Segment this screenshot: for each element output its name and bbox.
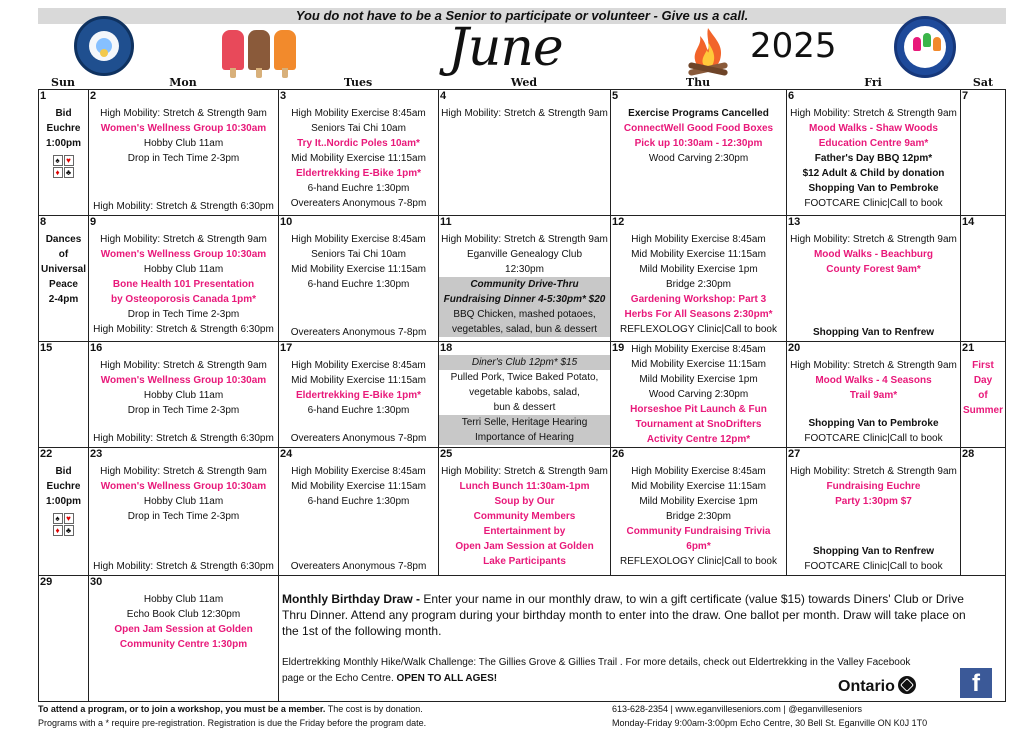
event-line: REFLEXOLOGY Clinic|Call to book <box>620 324 777 335</box>
event-line: 6-hand Euchre 1:30pm <box>307 496 410 507</box>
day-header-tue: Tues <box>343 76 373 89</box>
event-line: Echo Book Club 12:30pm <box>126 609 241 620</box>
event-line: Open Jam Session at Golden <box>114 624 253 635</box>
event-line: Seniors Tai Chi 10am <box>311 123 406 134</box>
event-line: Terri Selle, Heritage Hearing <box>461 417 588 428</box>
day-cell <box>787 90 961 216</box>
event-line: Mid Mobility Exercise 11:15am <box>291 481 426 492</box>
day-number: 7 <box>962 90 969 102</box>
event-line: Mood Walks - Shaw Woods <box>809 123 938 134</box>
event-line: High Mobility Exercise 8:45am <box>291 108 426 119</box>
playing-cards-icon: ♠ ♥ ♦ ♣ <box>53 155 75 179</box>
day-cell <box>439 448 611 576</box>
event-line: bun & dessert <box>493 402 556 413</box>
birthday-draw-title: Monthly Birthday Draw - <box>282 592 421 606</box>
event-line: of <box>58 249 69 260</box>
preregistration-note: Programs with a * require pre-registration. Registration is due the Friday before the program date. <box>38 718 427 728</box>
day-number: 2 <box>90 90 97 102</box>
day-cell <box>39 576 89 702</box>
day-cell <box>787 216 961 342</box>
event-line: Importance of Hearing <box>475 432 574 443</box>
day-cell <box>611 90 787 216</box>
event-line: Fundraising Euchre <box>826 481 921 492</box>
event-line: High Mobility Exercise 8:45am <box>631 466 766 477</box>
event-line: High Mobility: Stretch & Strength 9am <box>100 108 267 119</box>
event-line: High Mobility: Stretch & Strength 9am <box>790 234 957 245</box>
day-number: 10 <box>280 216 293 228</box>
facebook-icon[interactable]: f <box>960 668 992 698</box>
event-line: Activity Centre 12pm* <box>646 434 751 445</box>
event-line: High Mobility: Stretch & Strength 6:30pm <box>93 324 274 335</box>
day-cell <box>279 90 439 216</box>
day-cell <box>89 342 279 448</box>
event-line: High Mobility: Stretch & Strength 9am <box>100 360 267 371</box>
event-line: Hobby Club 11am <box>143 594 224 605</box>
event-line: Party 1:30pm $7 <box>835 496 912 507</box>
day-number: 5 <box>612 90 619 102</box>
day-number: 15 <box>40 342 53 354</box>
day-number: 9 <box>90 216 97 228</box>
membership-note-rest: The cost is by donation. <box>327 704 423 714</box>
event-line: 6-hand Euchre 1:30pm <box>307 405 410 416</box>
event-line: Education Centre 9am* <box>818 138 929 149</box>
event-line: Overeaters Anonymous 7-8pm <box>290 327 427 338</box>
event-line: High Mobility: Stretch & Strength 9am <box>441 108 608 119</box>
day-cell <box>961 448 1006 576</box>
event-line: Eganville Genealogy Club <box>466 249 583 260</box>
event-line: Community Members <box>473 511 576 522</box>
event-line: High Mobility: Stretch & Strength 6:30pm <box>93 201 274 212</box>
birthday-draw-body: Enter your name in our monthly draw, to win a gift certificate (value $15) towards Diners' Club or Drive Thru Dinner. Attend any program during your birthday month to enter into the draw. One ballot per month. Draw will take place on the 1st of the following month. <box>282 592 966 638</box>
event-line: Overeaters Anonymous 7-8pm <box>290 198 427 209</box>
event-line: High Mobility: Stretch & Strength 9am <box>790 108 957 119</box>
event-line: Mild Mobility Exercise 1pm <box>639 496 758 507</box>
popsicles-icon <box>218 30 308 80</box>
day-number: 6 <box>788 90 795 102</box>
day-cell <box>89 90 279 216</box>
trillium-icon <box>898 676 916 694</box>
event-line: Eldertrekking E-Bike 1pm* <box>295 168 422 179</box>
day-cell <box>39 448 89 576</box>
event-line: Community Centre 1:30pm <box>119 639 248 650</box>
day-number: 26 <box>612 448 625 460</box>
day-cell <box>279 448 439 576</box>
day-cell <box>89 216 279 342</box>
event-line: Shopping Van to Renfrew <box>812 327 935 338</box>
day-cell <box>89 448 279 576</box>
event-line: 2-4pm <box>48 294 79 305</box>
event-line: Father's Day BBQ 12pm* <box>814 153 933 164</box>
event-line: Bid <box>55 466 72 477</box>
event-line: Drop in Tech Time 2-3pm <box>127 153 240 164</box>
event-line: Women's Wellness Group 10:30am <box>100 375 267 386</box>
day-number: 25 <box>440 448 453 460</box>
day-number: 16 <box>90 342 103 354</box>
day-number: 1 <box>40 90 47 102</box>
event-line: Drop in Tech Time 2-3pm <box>127 511 240 522</box>
day-number: 13 <box>788 216 801 228</box>
day-cell <box>39 342 89 448</box>
event-line: Mid Mobility Exercise 11:15am <box>631 249 766 260</box>
banner: You do not have to be a Senior to participate or volunteer - Give us a call. <box>38 8 1006 24</box>
event-line: Women's Wellness Group 10:30am <box>100 123 267 134</box>
day-cell <box>279 216 439 342</box>
event-line: Overeaters Anonymous 7-8pm <box>290 561 427 572</box>
event-line: 6-hand Euchre 1:30pm <box>307 279 410 290</box>
event-line: High Mobility Exercise 8:45am <box>291 466 426 477</box>
day-header-sun: Sun <box>51 76 75 89</box>
month-title: June <box>448 18 563 78</box>
day-number: 21 <box>962 342 975 354</box>
event-line: Euchre <box>46 123 81 134</box>
event-line: Fundraising Dinner 4-5:30pm* $20 <box>443 294 606 305</box>
event-line: Gardening Workshop: Part 3 <box>630 294 767 305</box>
day-number: 27 <box>788 448 801 460</box>
event-line: Bone Health 101 Presentation <box>112 279 255 290</box>
event-line: Diner's Club 12pm* $15 <box>471 357 578 368</box>
day-cell <box>961 90 1006 216</box>
event-line: Drop in Tech Time 2-3pm <box>127 309 240 320</box>
day-number: 19 <box>612 342 625 354</box>
eganville-seniors-logo <box>74 16 134 76</box>
day-cell <box>611 342 787 448</box>
diners-club-highlight <box>439 355 610 370</box>
day-header-thu: Thu <box>685 76 711 89</box>
event-line: Herbs For All Seasons 2:30pm* <box>624 309 773 320</box>
event-line: Mid Mobility Exercise 11:15am <box>291 375 426 386</box>
event-line: Mid Mobility Exercise 11:15am <box>291 153 426 164</box>
event-line: FOOTCARE Clinic|Call to book <box>804 433 943 444</box>
membership-note <box>38 702 423 716</box>
day-number: 4 <box>440 90 447 102</box>
day-cell <box>39 216 89 342</box>
event-line: High Mobility: Stretch & Strength 9am <box>441 234 608 245</box>
event-line: Wood Carving 2:30pm <box>648 153 749 164</box>
day-header-mon: Mon <box>169 76 197 89</box>
event-line: High Mobility Exercise 8:45am <box>291 234 426 245</box>
year-label: 2025 <box>750 26 837 66</box>
event-line: vegetables, salad, bun & dessert <box>451 324 598 335</box>
event-line: REFLEXOLOGY Clinic|Call to book <box>620 556 777 567</box>
day-cell <box>439 342 611 448</box>
event-line: Euchre <box>46 481 81 492</box>
day-number: 20 <box>788 342 801 354</box>
event-line: County Forest 9am* <box>826 264 921 275</box>
event-line: Universal <box>40 264 87 275</box>
event-line: Open Jam Session at Golden <box>455 541 594 552</box>
day-number: 22 <box>40 448 53 460</box>
day-number: 12 <box>612 216 625 228</box>
event-line: High Mobility: Stretch & Strength 9am <box>100 466 267 477</box>
event-line: High Mobility Exercise 8:45am <box>291 360 426 371</box>
event-line: Bridge 2:30pm <box>665 511 732 522</box>
event-line: Lunch Bunch 11:30am-1pm <box>459 481 590 492</box>
ontario-wordmark: Ontario <box>838 678 895 695</box>
eldertrekking-body: Eldertrekking Monthly Hike/Walk Challenge: The Gillies Grove & Gillies Trail . For more details, check out Eldertrekking in the Valley Facebook page or the Echo Centre. <box>282 657 911 684</box>
ontario-logo <box>838 676 948 696</box>
event-line: Soup by Our <box>494 496 555 507</box>
event-line: Tournament at SnoDrifters <box>635 419 762 430</box>
day-number: 3 <box>280 90 287 102</box>
event-line: High Mobility: Stretch & Strength 6:30pm <box>93 433 274 444</box>
day-cell <box>611 216 787 342</box>
playing-cards-icon: ♠ ♥ ♦ ♣ <box>53 513 75 537</box>
event-line: ConnectWell Good Food Boxes <box>623 123 774 134</box>
event-line: First <box>972 360 994 371</box>
event-line: of <box>978 390 988 401</box>
event-line: Seniors Tai Chi 10am <box>311 249 406 260</box>
event-line: Pulled Pork, Twice Baked Potato, <box>450 372 599 383</box>
event-line: Mid Mobility Exercise 11:15am <box>631 359 766 370</box>
day-cell <box>787 448 961 576</box>
day-cell <box>439 90 611 216</box>
eldertrekking-emphasis: OPEN TO ALL AGES! <box>396 673 498 684</box>
event-line: Mid Mobility Exercise 11:15am <box>291 264 426 275</box>
event-line: Mood Walks - 4 Seasons <box>815 375 932 386</box>
day-number: 28 <box>962 448 975 460</box>
day-cell <box>961 342 1006 448</box>
event-line: Bid <box>55 108 72 119</box>
event-line: Overeaters Anonymous 7-8pm <box>290 433 427 444</box>
event-line: BBQ Chicken, mashed potaoes, <box>453 309 596 320</box>
event-line: Hobby Club 11am <box>143 390 224 401</box>
event-line: Shopping Van to Pembroke <box>808 183 939 194</box>
event-line: Try It..Nordic Poles 10am* <box>297 138 420 149</box>
day-number: 18 <box>440 342 453 354</box>
event-line: High Mobility: Stretch & Strength 9am <box>100 234 267 245</box>
membership-note-bold: To attend a program, or to join a workshop, you must be a member. <box>38 704 326 714</box>
event-line: High Mobility Exercise 8:45am <box>631 344 766 355</box>
dinner-highlight <box>439 277 610 337</box>
day-cell <box>961 216 1006 342</box>
campfire-icon <box>680 24 736 78</box>
contact-info: 613-628-2354 | www.eganvilleseniors.com | @eganvilleseniors <box>612 704 862 714</box>
event-line: 6-hand Euchre 1:30pm <box>307 183 410 194</box>
event-line: Trail 9am* <box>849 390 898 401</box>
hours-address: Monday-Friday 9:00am-3:00pm Echo Centre, 30 Bell St. Eganville ON K0J 1T0 <box>612 718 928 728</box>
event-line: Mood Walks - Beachburg <box>813 249 934 260</box>
event-line: 6pm* <box>686 541 711 552</box>
echo-centre-logo <box>894 16 956 78</box>
event-line: Community Fundraising Trivia <box>626 526 771 537</box>
day-cell <box>39 90 89 216</box>
event-line: Mild Mobility Exercise 1pm <box>639 374 758 385</box>
event-line: Lake Participants <box>483 556 566 567</box>
day-header-wed: Wed <box>510 76 538 89</box>
event-line: $12 Adult & Child by donation <box>802 168 945 179</box>
day-cell <box>439 216 611 342</box>
day-number: 8 <box>40 216 47 228</box>
day-header-fri: Fri <box>864 76 882 89</box>
event-line: Peace <box>49 279 78 290</box>
day-cell <box>279 342 439 448</box>
day-cell <box>611 448 787 576</box>
event-line: Dances <box>45 234 82 245</box>
event-line: Shopping Van to Pembroke <box>808 418 939 429</box>
event-line: Shopping Van to Renfrew <box>812 546 935 557</box>
event-line: 12:30pm <box>505 264 544 275</box>
event-line: High Mobility: Stretch & Strength 9am <box>441 466 608 477</box>
event-line: Community Drive-Thru <box>470 279 579 290</box>
event-line: Drop in Tech Time 2-3pm <box>127 405 240 416</box>
event-line: Mid Mobility Exercise 11:15am <box>631 481 766 492</box>
event-line: Wood Carving 2:30pm <box>648 389 749 400</box>
event-line: Summer <box>962 405 1003 416</box>
birthday-draw-text <box>282 591 982 639</box>
event-line: Eldertrekking E-Bike 1pm* <box>295 390 422 401</box>
event-line: High Mobility Exercise 8:45am <box>631 234 766 245</box>
day-cell <box>89 576 279 702</box>
event-line: Horseshoe Pit Launch & Fun <box>630 404 767 415</box>
event-line: Entertainment by <box>483 526 566 537</box>
day-cell <box>787 342 961 448</box>
event-line: Mild Mobility Exercise 1pm <box>639 264 758 275</box>
event-line: High Mobility: Stretch & Strength 6:30pm <box>93 561 274 572</box>
day-header-sat: Sat <box>972 76 994 89</box>
day-number: 14 <box>962 216 975 228</box>
event-line: 1:00pm <box>45 138 81 149</box>
event-line: Women's Wellness Group 10:30am <box>100 249 267 260</box>
event-line: FOOTCARE Clinic|Call to book <box>804 198 943 209</box>
event-line: High Mobility: Stretch & Strength 9am <box>790 466 957 477</box>
event-line: Women's Wellness Group 10:30am <box>100 481 267 492</box>
event-line: Exercise Programs Cancelled <box>628 108 769 119</box>
event-line: Hobby Club 11am <box>143 496 224 507</box>
day-number: 17 <box>280 342 293 354</box>
day-number: 11 <box>440 216 452 228</box>
hearing-highlight <box>439 415 610 445</box>
day-number: 23 <box>90 448 103 460</box>
day-number: 24 <box>280 448 293 460</box>
day-number: 29 <box>40 576 53 588</box>
event-line: Pick up 10:30am - 12:30pm <box>634 138 763 149</box>
event-line: Hobby Club 11am <box>143 138 224 149</box>
event-line: 1:00pm <box>45 496 81 507</box>
event-line: by Osteoporosis Canada 1pm* <box>110 294 257 305</box>
day-number: 30 <box>90 576 103 588</box>
event-line: Day <box>973 375 993 386</box>
event-line: vegetable kabobs, salad, <box>469 387 580 398</box>
event-line: Hobby Club 11am <box>143 264 224 275</box>
event-line: Bridge 2:30pm <box>665 279 732 290</box>
eldertrekking-text <box>282 655 932 687</box>
event-line: FOOTCARE Clinic|Call to book <box>804 561 943 572</box>
event-line: High Mobility: Stretch & Strength 9am <box>790 360 957 371</box>
